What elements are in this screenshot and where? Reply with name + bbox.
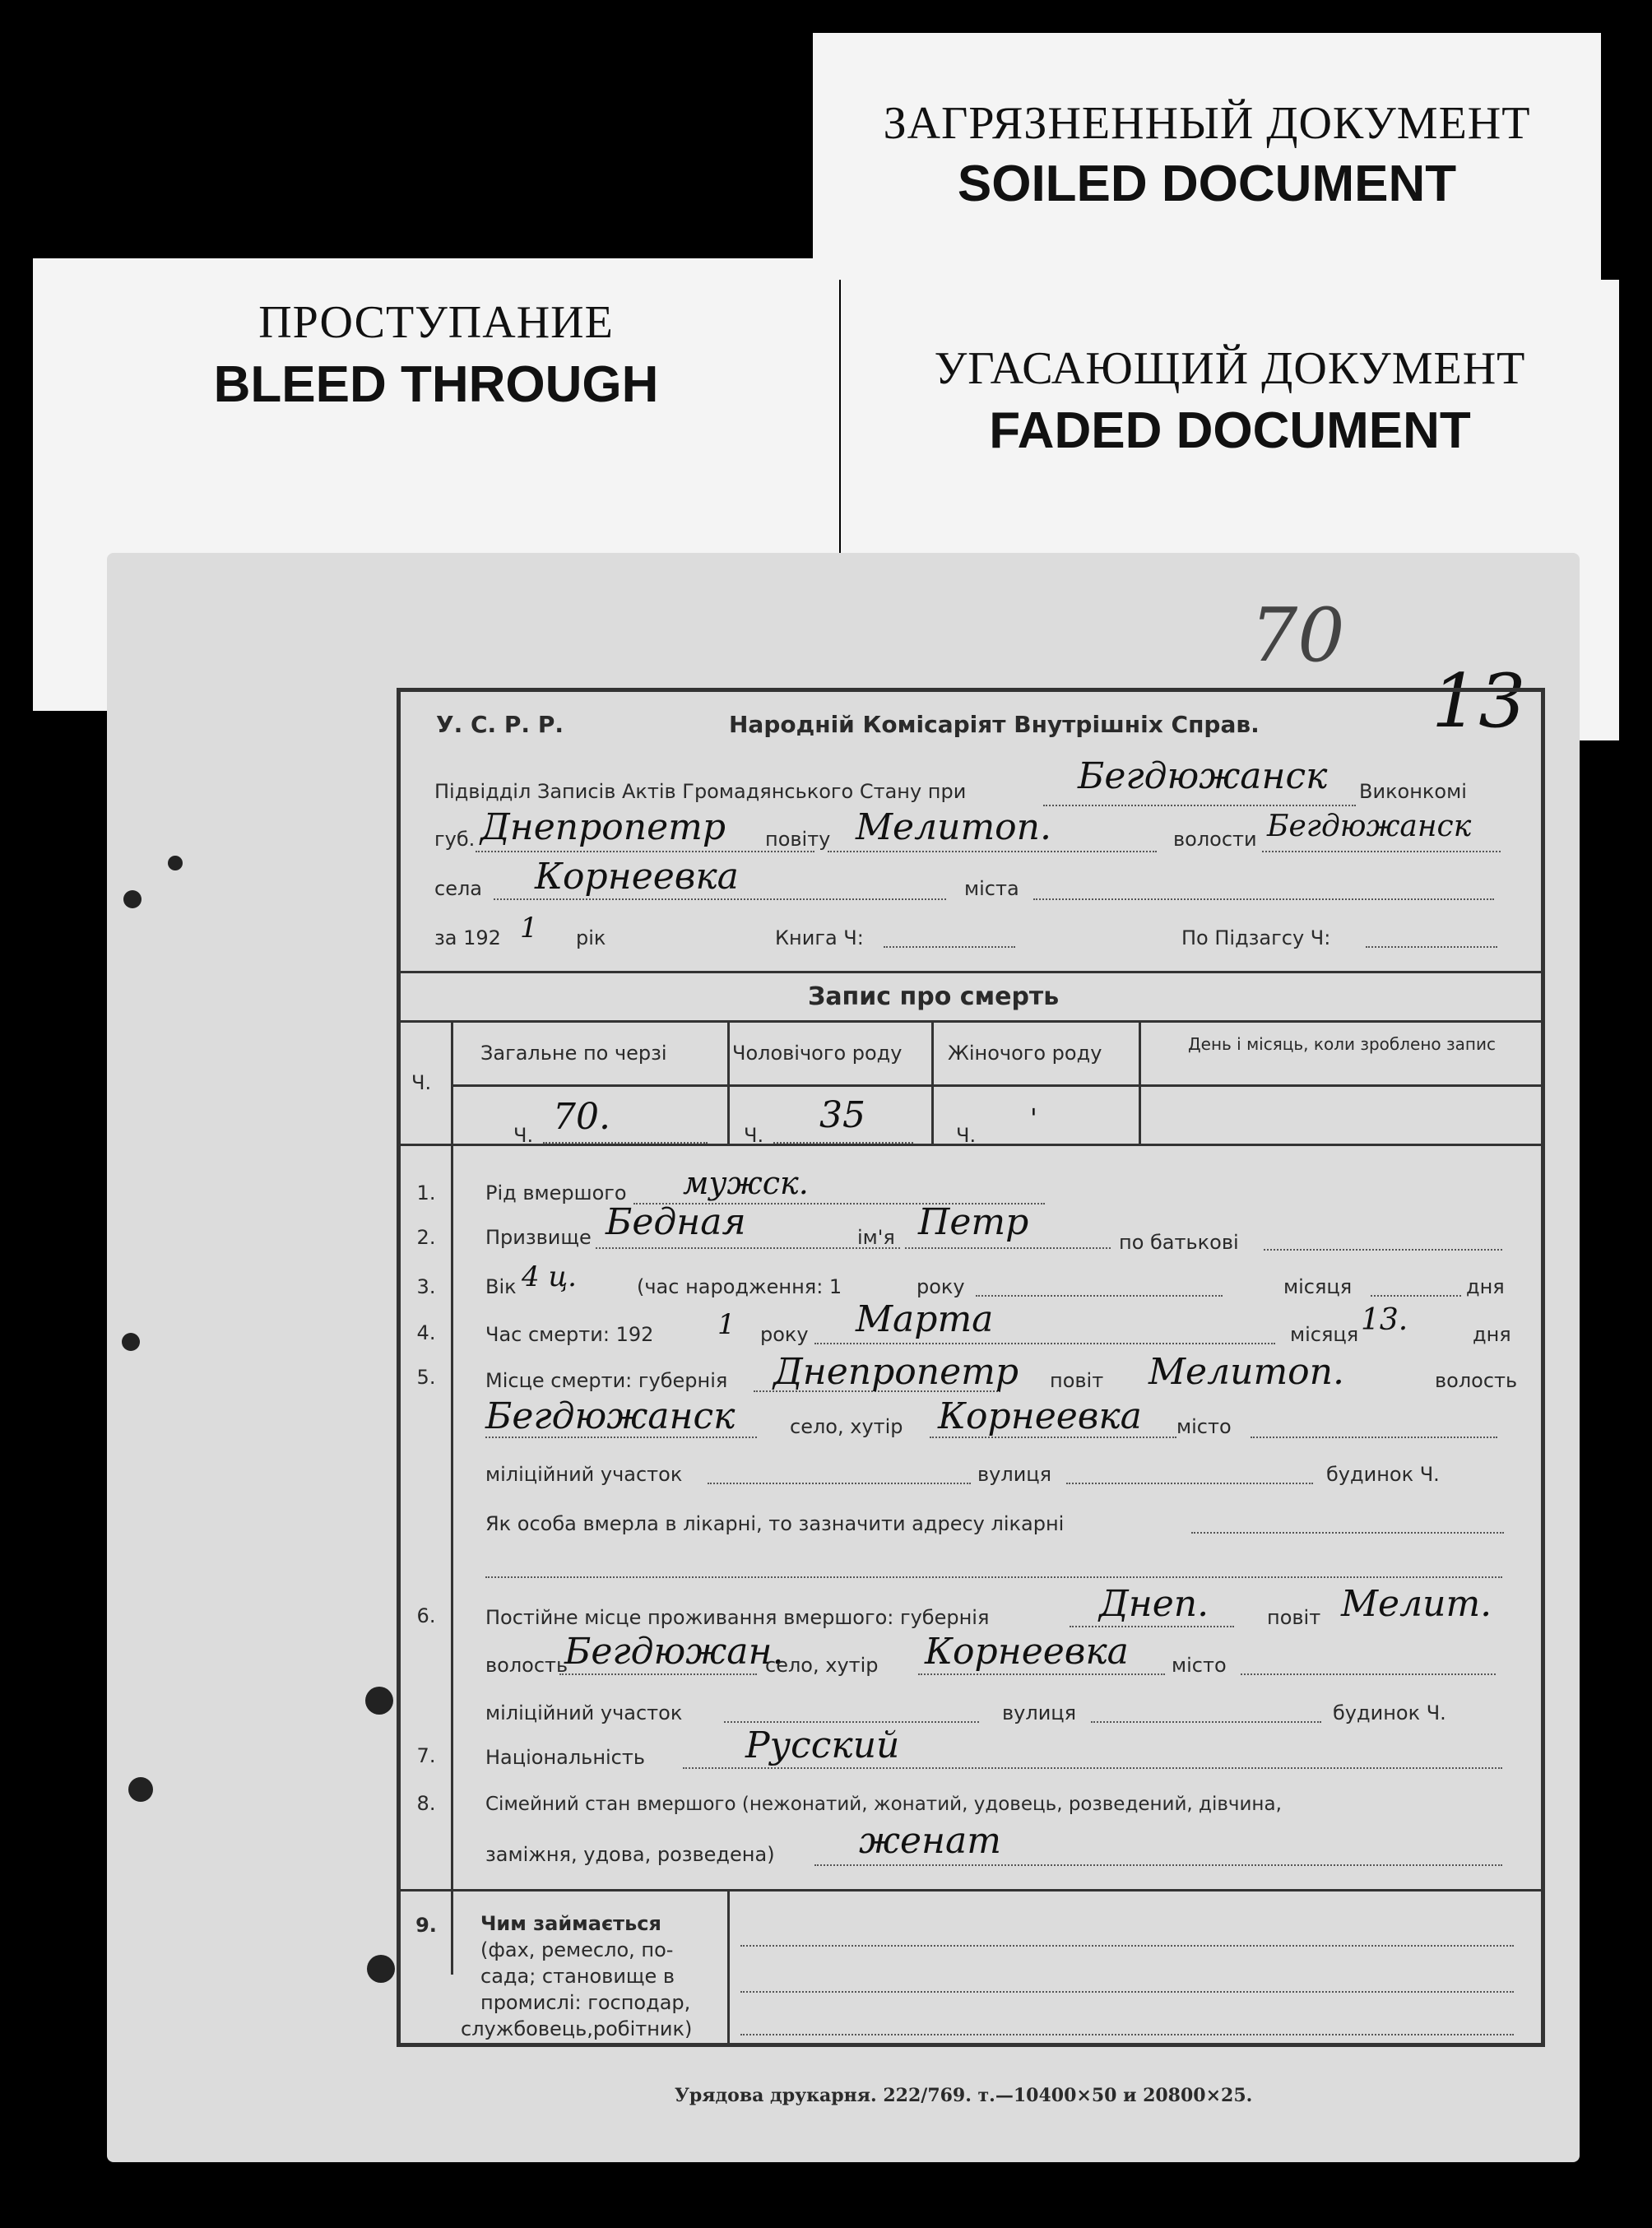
occupation-label-1: Чим займається	[480, 1912, 661, 1935]
soiled-label-en: SOILED DOCUMENT	[957, 155, 1457, 212]
fill-line	[476, 851, 814, 852]
corner-number-70: 70	[1251, 592, 1345, 679]
usrr-heading: У. С. Р. Р.	[436, 711, 564, 738]
fill-line	[740, 1945, 1514, 1947]
mista-label: міста	[964, 877, 1019, 900]
birth-day-label: дня	[1466, 1275, 1505, 1298]
table-divider	[931, 1020, 934, 1144]
row-number-9: 9.	[415, 1914, 437, 1937]
residence-povit-handwriting: Мелит.	[1341, 1583, 1492, 1625]
female-ch-prefix: Ч.	[956, 1124, 977, 1147]
volost-label: волости	[1173, 828, 1257, 851]
year-suffix-label: рік	[576, 926, 606, 949]
fill-line	[724, 1721, 979, 1723]
residence-selo-handwriting: Корнеевка	[925, 1631, 1129, 1673]
death-house-label: будинок Ч.	[1326, 1463, 1440, 1486]
rid-handwriting: мужск.	[683, 1165, 809, 1201]
residence-misto-label: місто	[1172, 1654, 1227, 1677]
fill-line	[905, 1247, 1111, 1249]
name-label: ім'я	[857, 1226, 895, 1249]
death-time-label: Час смерти: 192	[485, 1323, 654, 1346]
fill-line	[708, 1483, 971, 1484]
col-general-header: Загальне по черзі	[480, 1042, 667, 1065]
rid-label: Рід вмершого	[485, 1181, 627, 1205]
death-day-handwriting: 13.	[1361, 1303, 1408, 1337]
fill-line	[494, 898, 946, 900]
registry-office-handwriting: Бегдюжанск	[1078, 755, 1328, 797]
fill-line	[1033, 898, 1494, 900]
year-prefix-label: за 192	[434, 926, 501, 949]
age-handwriting: 4 ц.	[522, 1260, 577, 1293]
fill-line	[485, 1576, 1502, 1578]
surname-handwriting: Бедная	[606, 1201, 746, 1243]
hospital-label: Як особа вмерла в лікарні, то зазначити адресу лікарні	[485, 1512, 1065, 1535]
death-month-label: місяця	[1290, 1323, 1359, 1346]
punch-hole	[367, 1955, 395, 1983]
residence-militsiya-label: міліційний участок	[485, 1701, 683, 1724]
fill-line	[814, 1343, 1275, 1344]
punch-hole	[168, 856, 183, 870]
row-number-5: 5.	[416, 1366, 436, 1389]
faded-label-en: FADED DOCUMENT	[989, 402, 1471, 459]
nationality-handwriting: Русский	[745, 1724, 900, 1766]
fill-line	[1251, 1437, 1497, 1438]
residence-label: Постійне місце проживання вмершого: губернія	[485, 1606, 990, 1629]
residence-volost-handwriting: Бегдюжан.	[564, 1631, 784, 1673]
occupation-label-5: службовець,робітник)	[461, 2017, 693, 2040]
row-number-7: 7.	[416, 1744, 436, 1767]
residence-house-label: будинок Ч.	[1333, 1701, 1446, 1724]
death-year-label: року	[760, 1323, 809, 1346]
soiled-document-label	[813, 33, 1601, 280]
residence-street-label: вулиця	[1002, 1701, 1077, 1724]
col-ch-header: Ч.	[411, 1071, 432, 1094]
birth-time-label: (час народження: 1	[637, 1275, 842, 1298]
female-number: '	[1030, 1102, 1037, 1134]
marital-status-label-cont: заміжня, удова, розведена)	[485, 1843, 775, 1866]
fill-line	[1091, 1721, 1321, 1723]
general-number: 70.	[553, 1096, 610, 1138]
table-divider	[727, 1889, 730, 2044]
col-date-header: День і місяць, коли зроблено запис	[1188, 1034, 1496, 1054]
fill-line	[559, 1673, 757, 1675]
occupation-label-4: промислі: господар,	[480, 1991, 691, 2014]
col-male-header: Чоловічого роду	[732, 1042, 903, 1065]
patronymic-label: по батькові	[1119, 1231, 1239, 1254]
sela-label: села	[434, 877, 483, 900]
row-number-4: 4.	[416, 1321, 436, 1344]
fill-line	[930, 1437, 1176, 1438]
selo-handwriting: Корнеевка	[535, 856, 739, 898]
book-label: Книга Ч:	[775, 926, 864, 949]
fill-line	[1070, 1626, 1234, 1627]
row-number-1: 1.	[416, 1181, 436, 1205]
table-divider	[451, 1020, 453, 1975]
row-number-8: 8.	[416, 1792, 436, 1815]
fill-line	[773, 1142, 913, 1144]
death-selo-label: село, хутір	[790, 1415, 903, 1438]
separator	[397, 1889, 1545, 1891]
death-place-label: Місце смерти: губернія	[485, 1369, 728, 1392]
volost-handwriting: Бегдюжанск	[1267, 810, 1472, 843]
fill-line	[1371, 1295, 1461, 1297]
residence-volost-label: волость	[485, 1654, 568, 1677]
fill-line	[1191, 1532, 1504, 1534]
subsection-label: По Підзагсу Ч:	[1181, 926, 1331, 949]
gub-handwriting: Днепропетр	[480, 806, 726, 848]
male-ch-prefix: Ч.	[744, 1124, 764, 1147]
record-title: Запис про смерть	[808, 982, 1060, 1011]
death-volost-label: волость	[1435, 1369, 1518, 1392]
printer-footer: Урядова друкарня. 222/769. т.—10400×50 и 20800×25.	[675, 2085, 1253, 2106]
year-handwriting: 1	[520, 912, 538, 945]
nationality-label: Національність	[485, 1746, 646, 1769]
residence-gub-handwriting: Днеп.	[1099, 1583, 1209, 1625]
birth-year-label: року	[916, 1275, 965, 1298]
fill-line	[683, 1767, 1502, 1769]
fill-line	[596, 1247, 900, 1249]
subdept-label: Підвідділ Записів Актів Громадянського Стану при	[434, 780, 967, 803]
row-number-6: 6.	[416, 1604, 436, 1627]
fill-line	[1262, 851, 1501, 852]
residence-povit-label: повіт	[1267, 1606, 1321, 1629]
col-female-header: Жіночого роду	[948, 1042, 1102, 1065]
marital-status-label: Сімейний стан вмершого (нежонатий, жонатий, удовець, розведений, дівчина,	[485, 1794, 1282, 1815]
fill-line	[884, 946, 1015, 948]
fill-line	[1366, 946, 1497, 948]
fill-line	[1241, 1673, 1496, 1675]
fill-line	[1043, 805, 1356, 806]
death-day-label: дня	[1473, 1323, 1511, 1346]
povit-label: повіту	[765, 828, 831, 851]
punch-hole	[122, 1333, 140, 1351]
general-ch-prefix: Ч.	[513, 1124, 534, 1147]
separator	[397, 1020, 1545, 1023]
fill-line	[814, 1864, 1502, 1866]
death-year-handwriting: 1	[717, 1308, 736, 1341]
table-divider	[727, 1020, 730, 1144]
death-volost-handwriting: Бегдюжанск	[485, 1395, 736, 1437]
fill-line	[918, 1673, 1165, 1675]
table-divider	[1139, 1020, 1141, 1144]
fill-line	[828, 851, 1157, 852]
fill-line	[1264, 1249, 1502, 1251]
row-number-3: 3.	[416, 1275, 436, 1298]
death-misto-label: місто	[1176, 1415, 1232, 1438]
death-month-handwriting: Марта	[856, 1298, 994, 1340]
faded-label-ru: УГАСАЮЩИЙ ДОКУМЕНТ	[934, 343, 1526, 394]
fill-line	[740, 1991, 1514, 1993]
bleed-label-en: BLEED THROUGH	[213, 356, 659, 413]
fill-line	[543, 1142, 708, 1144]
fill-line	[1066, 1483, 1313, 1484]
name-handwriting: Петр	[918, 1201, 1029, 1243]
age-label: Вік	[485, 1275, 517, 1298]
surname-label: Призвище	[485, 1226, 592, 1249]
fill-line	[485, 1437, 757, 1438]
bleed-label-ru: ПРОСТУПАНИЕ	[258, 297, 614, 348]
male-number: 35	[819, 1094, 865, 1136]
occupation-label-2: (фах, ремесло, по-	[480, 1938, 674, 1961]
marital-status-handwriting: женат	[859, 1820, 1001, 1862]
punch-hole	[128, 1777, 153, 1802]
death-povit-label: повіт	[1050, 1369, 1104, 1392]
povit-handwriting: Мелитоп.	[856, 806, 1051, 848]
occupation-label-3: сада; становище в	[480, 1965, 675, 1988]
table-divider	[451, 1084, 1545, 1087]
punch-hole	[123, 890, 142, 908]
fill-line	[976, 1295, 1223, 1297]
row-number-2: 2.	[416, 1226, 436, 1249]
corner-number-13: 13	[1432, 658, 1526, 745]
death-povit-handwriting: Мелитоп.	[1149, 1351, 1344, 1393]
gub-label: губ.	[434, 828, 476, 851]
residence-selo-label: село, хутір	[765, 1654, 879, 1677]
fill-line	[740, 2034, 1514, 2035]
death-selo-handwriting: Корнеевка	[938, 1395, 1142, 1437]
birth-month-label: місяця	[1283, 1275, 1353, 1298]
death-street-label: вулиця	[977, 1463, 1052, 1486]
separator	[397, 971, 1545, 973]
commissariat-heading: Народній Комісаріят Внутрішніх Справ.	[729, 711, 1260, 738]
punch-hole	[365, 1687, 393, 1715]
death-gub-handwriting: Днепропетр	[773, 1351, 1019, 1393]
death-militsiya-label: міліційний участок	[485, 1463, 683, 1486]
executive-label: Виконкомі	[1359, 780, 1467, 803]
soiled-label-ru: ЗАГРЯЗНЕННЫЙ ДОКУМЕНТ	[883, 98, 1531, 149]
